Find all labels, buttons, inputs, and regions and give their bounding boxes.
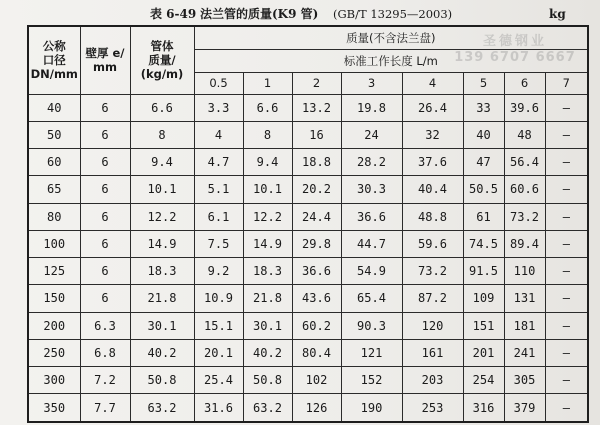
cell-wall: 6	[80, 258, 130, 285]
mass-table	[27, 25, 589, 423]
cell-mass-6: 89.4	[504, 230, 545, 257]
cell-mass-2: 60.2	[292, 312, 341, 339]
cell-mass-4: 37.6	[402, 149, 463, 176]
table-row	[28, 312, 588, 339]
cell-mass-2: 20.2	[292, 176, 341, 203]
cell-mass-7: —	[545, 203, 588, 230]
cell-dn: 50	[28, 121, 80, 148]
cell-wall: 6	[80, 285, 130, 312]
table-row	[28, 121, 588, 148]
cell-mass-1: 21.8	[243, 285, 292, 312]
cell-mass-4: 73.2	[402, 258, 463, 285]
header-dn-line3: DN/mm	[30, 67, 78, 82]
cell-mass-3: 24	[341, 121, 402, 148]
cell-pipe-mass: 21.8	[130, 285, 194, 312]
cell-mass-4: 48.8	[402, 203, 463, 230]
cell-mass-0.5: 4	[194, 121, 243, 148]
cell-dn: 80	[28, 203, 80, 230]
cell-mass-7: —	[545, 176, 588, 203]
header-length-6: 6	[504, 72, 545, 94]
cell-wall: 6.3	[80, 312, 130, 339]
table-unit: kg	[549, 7, 566, 21]
cell-mass-3: 30.3	[341, 176, 402, 203]
cell-mass-5: 201	[463, 339, 504, 366]
cell-mass-1: 9.4	[243, 149, 292, 176]
cell-mass-5: 40	[463, 121, 504, 148]
table-row	[28, 258, 588, 285]
cell-mass-3: 28.2	[341, 149, 402, 176]
cell-mass-3: 121	[341, 339, 402, 366]
cell-pipe-mass: 9.4	[130, 149, 194, 176]
cell-wall: 7.7	[80, 394, 130, 422]
cell-pipe-mass: 8	[130, 121, 194, 148]
table-row	[28, 367, 588, 394]
cell-mass-7: —	[545, 258, 588, 285]
header-mass-line2: 质量/	[148, 53, 176, 68]
cell-wall: 6	[80, 121, 130, 148]
cell-mass-6: 110	[504, 258, 545, 285]
cell-mass-5: 254	[463, 367, 504, 394]
cell-mass-2: 80.4	[292, 339, 341, 366]
cell-mass-5: 50.5	[463, 176, 504, 203]
header-wall-thickness	[80, 26, 130, 94]
table-row	[28, 339, 588, 366]
cell-pipe-mass: 6.6	[130, 94, 194, 121]
cell-wall: 6.8	[80, 339, 130, 366]
cell-mass-1: 14.9	[243, 230, 292, 257]
header-nominal-dn	[28, 26, 80, 94]
cell-mass-5: 74.5	[463, 230, 504, 257]
header-length-7: 7	[545, 72, 588, 94]
cell-pipe-mass: 18.3	[130, 258, 194, 285]
cell-mass-7: —	[545, 121, 588, 148]
cell-wall: 6	[80, 230, 130, 257]
header-wall-line1: 壁厚 e/	[85, 46, 125, 61]
cell-mass-2: 24.4	[292, 203, 341, 230]
cell-pipe-mass: 12.2	[130, 203, 194, 230]
cell-wall: 6	[80, 176, 130, 203]
cell-mass-6: 305	[504, 367, 545, 394]
cell-mass-0.5: 9.2	[194, 258, 243, 285]
cell-mass-4: 32	[402, 121, 463, 148]
table-title: 法兰管的质量(K9 管)	[200, 7, 319, 21]
cell-pipe-mass: 40.2	[130, 339, 194, 366]
table-row	[28, 203, 588, 230]
cell-mass-1: 40.2	[243, 339, 292, 366]
cell-mass-3: 152	[341, 367, 402, 394]
header-length-0: 0.5	[194, 72, 243, 94]
cell-dn: 300	[28, 367, 80, 394]
cell-mass-4: 203	[402, 367, 463, 394]
header-length-5: 5	[463, 72, 504, 94]
header-dn-line1: 公称	[42, 39, 66, 54]
cell-dn: 350	[28, 394, 80, 422]
cell-pipe-mass: 10.1	[130, 176, 194, 203]
cell-mass-6: 131	[504, 285, 545, 312]
cell-mass-2: 13.2	[292, 94, 341, 121]
cell-pipe-mass: 63.2	[130, 394, 194, 422]
header-length-3: 3	[341, 72, 402, 94]
cell-mass-0.5: 3.3	[194, 94, 243, 121]
header-wall-line2: mm	[93, 60, 117, 75]
cell-mass-7: —	[545, 394, 588, 422]
cell-wall: 6	[80, 149, 130, 176]
cell-mass-4: 26.4	[402, 94, 463, 121]
cell-mass-3: 44.7	[341, 230, 402, 257]
cell-mass-6: 379	[504, 394, 545, 422]
cell-pipe-mass: 50.8	[130, 367, 194, 394]
cell-mass-1: 6.6	[243, 94, 292, 121]
table-row	[28, 230, 588, 257]
cell-mass-3: 65.4	[341, 285, 402, 312]
cell-mass-5: 91.5	[463, 258, 504, 285]
cell-mass-1: 18.3	[243, 258, 292, 285]
cell-dn: 65	[28, 176, 80, 203]
table-row	[28, 394, 588, 422]
watermark	[440, 34, 590, 66]
cell-mass-3: 190	[341, 394, 402, 422]
table-row	[28, 285, 588, 312]
cell-mass-1: 10.1	[243, 176, 292, 203]
header-length-1: 1	[243, 72, 292, 94]
cell-mass-0.5: 7.5	[194, 230, 243, 257]
cell-mass-5: 109	[463, 285, 504, 312]
cell-mass-5: 151	[463, 312, 504, 339]
table-standard: (GB/T 13295—2003)	[333, 7, 453, 21]
cell-mass-6: 39.6	[504, 94, 545, 121]
cell-wall: 7.2	[80, 367, 130, 394]
cell-mass-1: 8	[243, 121, 292, 148]
cell-mass-4: 161	[402, 339, 463, 366]
cell-mass-0.5: 10.9	[194, 285, 243, 312]
cell-dn: 40	[28, 94, 80, 121]
cell-mass-0.5: 5.1	[194, 176, 243, 203]
header-length-label: 标准工作长度 L/m	[343, 53, 438, 68]
cell-mass-0.5: 4.7	[194, 149, 243, 176]
cell-mass-5: 61	[463, 203, 504, 230]
cell-mass-0.5: 31.6	[194, 394, 243, 422]
cell-dn: 250	[28, 339, 80, 366]
cell-mass-7: —	[545, 230, 588, 257]
cell-mass-0.5: 20.1	[194, 339, 243, 366]
cell-pipe-mass: 30.1	[130, 312, 194, 339]
cell-mass-6: 73.2	[504, 203, 545, 230]
cell-mass-2: 36.6	[292, 258, 341, 285]
cell-mass-2: 18.8	[292, 149, 341, 176]
cell-mass-2: 102	[292, 367, 341, 394]
cell-mass-4: 40.4	[402, 176, 463, 203]
header-pipe-mass	[130, 26, 194, 94]
cell-mass-0.5: 6.1	[194, 203, 243, 230]
cell-mass-2: 29.8	[292, 230, 341, 257]
cell-mass-2: 126	[292, 394, 341, 422]
cell-mass-4: 120	[402, 312, 463, 339]
cell-mass-3: 54.9	[341, 258, 402, 285]
watermark-line1: 圣德钢业	[482, 34, 547, 49]
header-mass-line1: 管体	[150, 39, 174, 54]
cell-mass-1: 12.2	[243, 203, 292, 230]
cell-dn: 60	[28, 149, 80, 176]
table-row	[28, 94, 588, 121]
cell-pipe-mass: 14.9	[130, 230, 194, 257]
cell-mass-3: 36.6	[341, 203, 402, 230]
cell-mass-7: —	[545, 285, 588, 312]
cell-mass-5: 316	[463, 394, 504, 422]
cell-mass-1: 50.8	[243, 367, 292, 394]
header-mass-line3: (kg/m)	[140, 67, 184, 82]
cell-dn: 150	[28, 285, 80, 312]
cell-dn: 125	[28, 258, 80, 285]
cell-mass-6: 60.6	[504, 176, 545, 203]
cell-mass-4: 87.2	[402, 285, 463, 312]
header-dn-line2: 口径	[42, 53, 66, 68]
cell-mass-1: 63.2	[243, 394, 292, 422]
cell-mass-6: 181	[504, 312, 545, 339]
cell-dn: 200	[28, 312, 80, 339]
table-row	[28, 149, 588, 176]
cell-mass-2: 43.6	[292, 285, 341, 312]
table-caption	[0, 6, 600, 22]
cell-wall: 6	[80, 94, 130, 121]
cell-mass-3: 19.8	[341, 94, 402, 121]
table-body	[28, 94, 588, 422]
header-length-4: 4	[402, 72, 463, 94]
watermark-line2: 139 6707 6667	[454, 50, 576, 65]
cell-mass-0.5: 15.1	[194, 312, 243, 339]
cell-mass-5: 47	[463, 149, 504, 176]
cell-mass-1: 30.1	[243, 312, 292, 339]
table-number: 表 6-49	[150, 7, 197, 21]
cell-mass-4: 253	[402, 394, 463, 422]
cell-mass-6: 48	[504, 121, 545, 148]
header-group-label: 质量(不含法兰盘)	[346, 30, 436, 45]
cell-mass-6: 241	[504, 339, 545, 366]
cell-mass-7: —	[545, 149, 588, 176]
cell-mass-3: 90.3	[341, 312, 402, 339]
cell-mass-4: 59.6	[402, 230, 463, 257]
cell-mass-6: 56.4	[504, 149, 545, 176]
table-row	[28, 176, 588, 203]
cell-mass-0.5: 25.4	[194, 367, 243, 394]
cell-mass-7: —	[545, 367, 588, 394]
cell-mass-2: 16	[292, 121, 341, 148]
header-length-2: 2	[292, 72, 341, 94]
cell-wall: 6	[80, 203, 130, 230]
cell-dn: 100	[28, 230, 80, 257]
cell-mass-5: 33	[463, 94, 504, 121]
cell-mass-7: —	[545, 339, 588, 366]
cell-mass-7: —	[545, 312, 588, 339]
cell-mass-7: —	[545, 94, 588, 121]
